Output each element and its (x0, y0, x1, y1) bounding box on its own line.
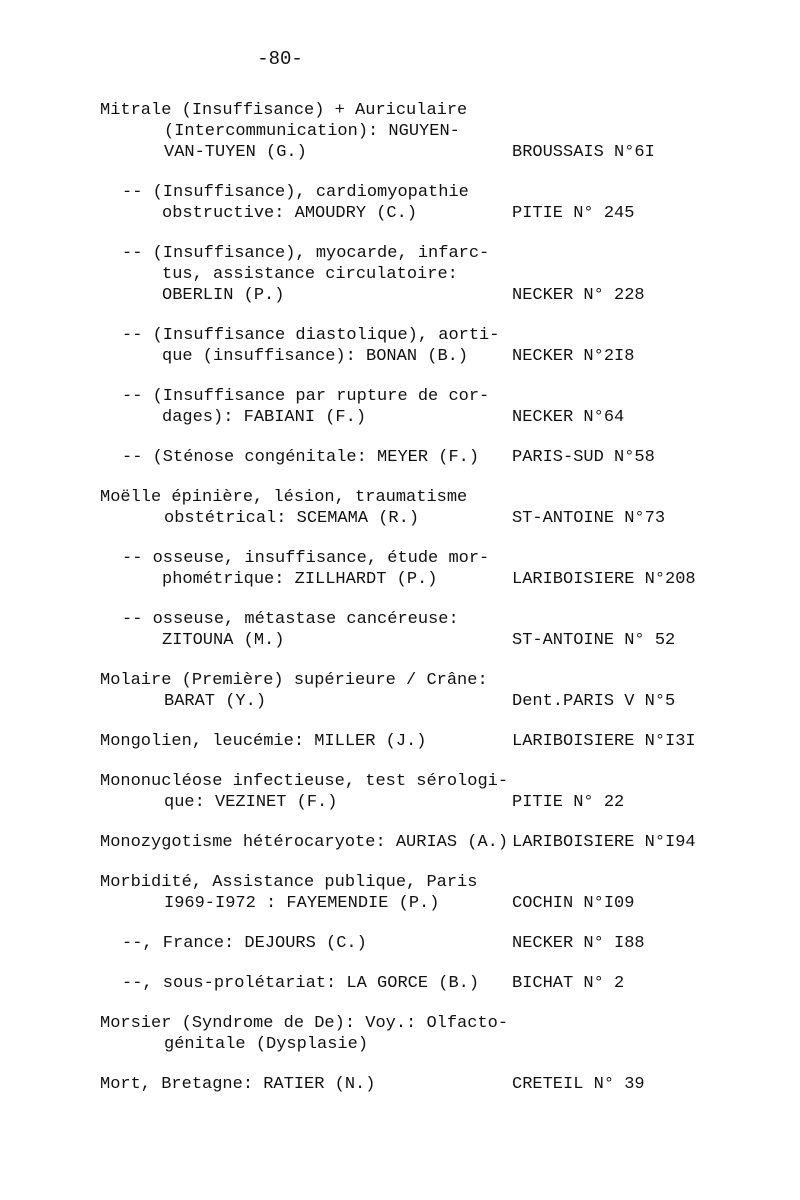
index-entry (100, 771, 760, 813)
index-entry (100, 933, 760, 954)
entry-line: VAN-TUYEN (G.) (164, 143, 307, 162)
entry-source: LARIBOISIERE N°I3I (512, 732, 696, 751)
index-entries (100, 100, 760, 1095)
index-entry (100, 100, 760, 163)
index-entry (100, 1074, 760, 1095)
index-entry (100, 973, 760, 994)
entry-text (100, 447, 520, 468)
entry-text (100, 609, 520, 651)
entry-source: ST-ANTOINE N° 52 (512, 631, 676, 650)
entry-line: -- (Insuffisance diastolique), aorti- (122, 326, 500, 345)
index-entry (100, 832, 760, 853)
entry-line: que: VEZINET (F.) (164, 793, 338, 812)
entry-text (100, 548, 520, 590)
entry-line: BARAT (Y.) (164, 692, 267, 711)
entry-line: -- (Insuffisance), cardiomyopathie (122, 183, 469, 202)
entry-line: Moëlle épinière, lésion, traumatisme (100, 488, 468, 507)
index-entry (100, 447, 760, 468)
entry-line: tus, assistance circulatoire: (162, 265, 458, 284)
index-entry (100, 487, 760, 529)
entry-line: --, sous-prolétariat: LA GORCE (B.) (122, 974, 480, 993)
entry-line: dages): FABIANI (F.) (162, 408, 367, 427)
entry-line: -- (Sténose congénitale: MEYER (F.) (122, 448, 480, 467)
entry-source: ST-ANTOINE N°73 (512, 509, 666, 528)
index-entry (100, 872, 760, 914)
entry-line: -- (Insuffisance par rupture de cor- (122, 387, 490, 406)
entry-source: PITIE N° 245 (512, 204, 635, 223)
entry-source: COCHIN N°I09 (512, 894, 635, 913)
entry-line: Mongolien, leucémie: MILLER (J.) (100, 732, 427, 751)
entry-source: PITIE N° 22 (512, 793, 625, 812)
entry-line: obstructive: AMOUDRY (C.) (162, 204, 418, 223)
entry-line: I969-I972 : FAYEMENDIE (P.) (164, 894, 440, 913)
entry-line: -- osseuse, métastase cancéreuse: (122, 610, 459, 629)
entry-source: BICHAT N° 2 (512, 974, 625, 993)
entry-line: OBERLIN (P.) (162, 286, 285, 305)
entry-source: LARIBOISIERE N°I94 (512, 833, 696, 852)
entry-text (100, 325, 520, 367)
entry-source: CRETEIL N° 39 (512, 1075, 645, 1094)
index-entry (100, 670, 760, 712)
entry-line: Molaire (Première) supérieure / Crâne: (100, 671, 488, 690)
entry-line: Mort, Bretagne: RATIER (N.) (100, 1075, 376, 1094)
index-entry (100, 609, 760, 651)
index-entry (100, 182, 760, 224)
entry-source: NECKER N° I88 (512, 934, 645, 953)
entry-line: que (insuffisance): BONAN (B.) (162, 347, 469, 366)
index-entry (100, 325, 760, 367)
entry-line: phométrique: ZILLHARDT (P.) (162, 570, 438, 589)
entry-source: NECKER N°64 (512, 408, 625, 427)
entry-line: -- (Insuffisance), myocarde, infarc- (122, 244, 490, 263)
entry-text (100, 386, 520, 428)
index-entry (100, 1013, 760, 1055)
entry-text (100, 1074, 520, 1095)
entry-source: BROUSSAIS N°6I (512, 143, 655, 162)
entry-text (100, 832, 520, 853)
entry-source: PARIS-SUD N°58 (512, 448, 655, 467)
entry-line: Morsier (Syndrome de De): Voy.: Olfacto- (100, 1014, 509, 1033)
entry-line: Mononucléose infectieuse, test sérologi- (100, 772, 509, 791)
page-number: -80- (257, 48, 303, 70)
entry-line: génitale (Dysplasie) (164, 1035, 369, 1054)
entry-text (100, 100, 520, 163)
entry-line: obstétrical: SCEMAMA (R.) (164, 509, 420, 528)
entry-source: NECKER N°2I8 (512, 347, 635, 366)
index-entry (100, 548, 760, 590)
entry-text (100, 243, 520, 306)
index-entry (100, 243, 760, 306)
entry-text (100, 973, 520, 994)
entry-text (100, 771, 520, 813)
entry-line: --, France: DEJOURS (C.) (122, 934, 367, 953)
entry-text (100, 933, 520, 954)
entry-source: NECKER N° 228 (512, 286, 645, 305)
entry-line: ZITOUNA (M.) (162, 631, 285, 650)
entry-line: Morbidité, Assistance publique, Paris (100, 873, 478, 892)
entry-line: -- osseuse, insuffisance, étude mor- (122, 549, 490, 568)
entry-source: LARIBOISIERE N°208 (512, 570, 696, 589)
index-entry (100, 731, 760, 752)
index-entry (100, 386, 760, 428)
entry-text (100, 182, 520, 224)
entry-source: Dent.PARIS V N°5 (512, 692, 676, 711)
entry-text (100, 670, 520, 712)
entry-text (100, 872, 520, 914)
entry-text (100, 487, 520, 529)
entry-line: Monozygotisme hétérocaryote: AURIAS (A.) (100, 833, 509, 852)
entry-line: Mitrale (Insuffisance) + Auriculaire (100, 101, 468, 120)
entry-text (100, 731, 520, 752)
entry-text (100, 1013, 520, 1055)
entry-line: (Intercommunication): NGUYEN- (164, 122, 460, 141)
